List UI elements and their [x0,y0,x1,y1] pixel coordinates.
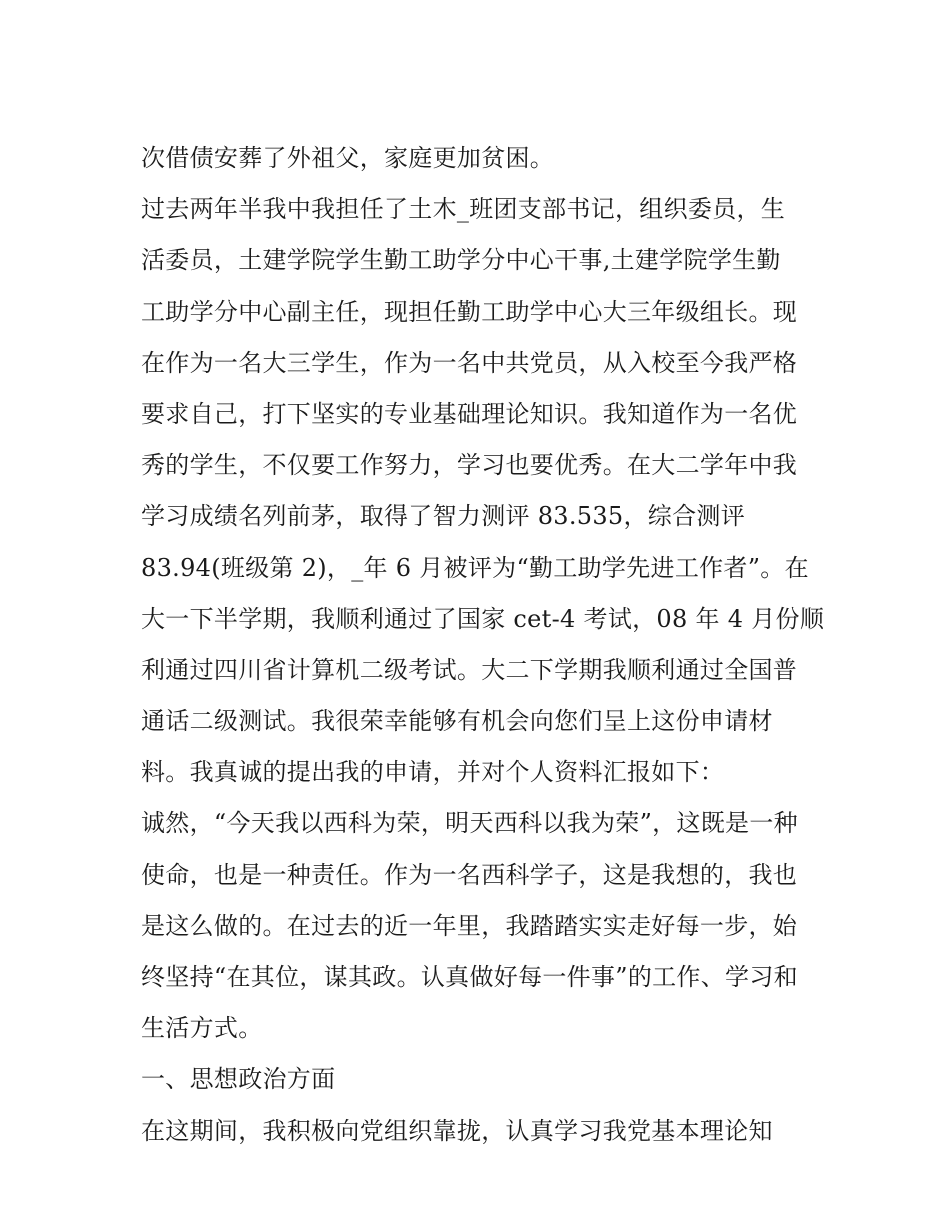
text-line: 83.94(班级第 2)，_年 6 月被评为“勤工助学先进工作者”。在 [141,553,809,582]
text-line: 利通过四川省计算机二级考试。大二下学期我顺利通过全国普 [141,655,798,684]
text-line: 过去两年半我中我担任了土木_班团支部书记，组织委员，生 [141,195,786,224]
text-line: 学习成绩名列前茅，取得了智力测评 83.535，综合测评 [141,502,746,531]
text-line: 是这么做的。在过去的近一年里，我踏踏实实走好每一步，始 [141,911,798,940]
text-line: 生活方式。 [141,1014,263,1043]
text-line: 大一下半学期，我顺利通过了国家 cet-4 考试，08 年 4 月份顺 [141,604,825,633]
body-text [141,133,825,1157]
text-line: 通话二级测试。我很荣幸能够有机会向您们呈上这份申请材 [141,707,773,736]
section-heading: 一、思想政治方面 [141,1065,336,1094]
text-line: 活委员，土建学院学生勤工助学分中心干事,土建学院学生勤 [141,246,781,275]
text-line: 使命，也是一种责任。作为一名西科学子，这是我想的，我也 [141,860,798,889]
text-line: 秀的学生，不仅要工作努力，学习也要优秀。在大二学年中我 [141,451,798,480]
text-line: 要求自己，打下坚实的专业基础理论知识。我知道作为一名优 [141,399,798,428]
text-line: 料。我真诚的提出我的申请，并对个人资料汇报如下： [141,758,725,787]
text-line: 诚然，“今天我以西科为荣，明天西科以我为荣”，这既是一种 [141,809,798,838]
text-line: 在这期间，我积极向党组织靠拢，认真学习我党基本理论知 [141,1116,773,1145]
text-line: 次借债安葬了外祖父，家庭更加贫困。 [141,144,555,172]
text-line: 终坚持“在其位，谋其政。认真做好每一件事”的工作、学习和 [141,963,798,991]
text-line: 在作为一名大三学生，作为一名中共党员，从入校至今我严格 [141,348,798,377]
text-line: 工助学分中心副主任，现担任勤工助学中心大三年级组长。现 [141,297,798,326]
